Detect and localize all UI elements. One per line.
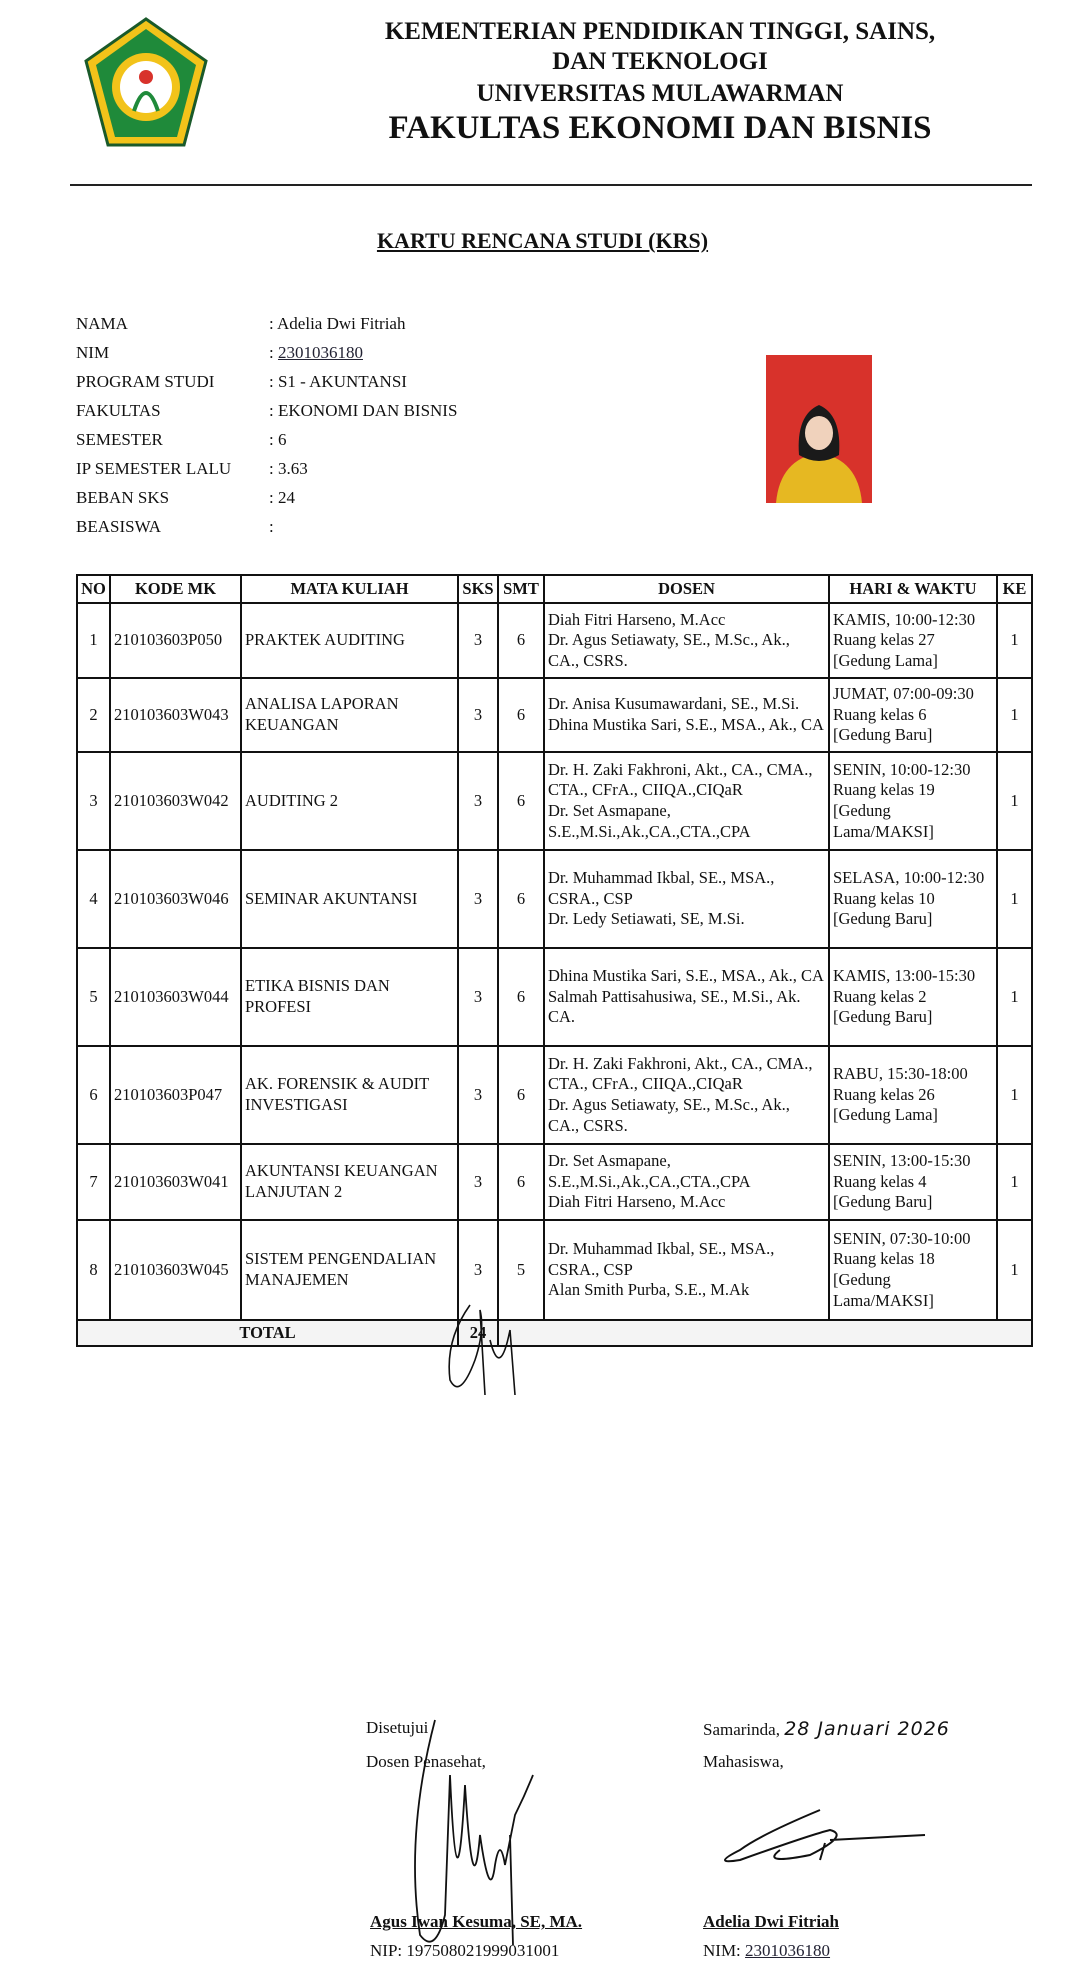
student-photo — [766, 355, 872, 503]
cell-kode: 210103603W043 — [110, 678, 241, 752]
total-empty — [498, 1320, 1032, 1346]
info-value: : — [269, 517, 274, 536]
cell-mata-kuliah: AUDITING 2 — [241, 752, 458, 850]
info-value: : S1 - AKUNTANSI — [269, 372, 407, 391]
total-sks: 24 — [458, 1320, 498, 1346]
info-label: IP SEMESTER LALU — [76, 459, 232, 478]
advisor-nip: NIP: 197508021999031001 — [370, 1941, 560, 1960]
cell-dosen: Dr. Muhammad Ikbal, SE., MSA., CSRA., CSP Alan Smith Purba, S.E., M.Ak — [544, 1220, 829, 1320]
cell-kode: 210103603W045 — [110, 1220, 241, 1320]
col-kode: KODE MK — [110, 575, 241, 603]
cell-kode: 210103603W046 — [110, 850, 241, 948]
cell-mata-kuliah: AK. FORENSIK & AUDIT INVESTIGASI — [241, 1046, 458, 1144]
nim-label: NIM: — [703, 1941, 741, 1960]
cell-smt: 6 — [498, 850, 544, 948]
cell-smt: 6 — [498, 1046, 544, 1144]
cell-sks: 3 — [458, 1220, 498, 1320]
cell-ke: 1 — [997, 1220, 1032, 1320]
col-no: NO — [77, 575, 110, 603]
info-label: NAMA — [76, 314, 128, 333]
cell-sks: 3 — [458, 678, 498, 752]
cell-hari-waktu: JUMAT, 07:00-09:30 Ruang kelas 6 [Gedung Baru] — [829, 678, 997, 752]
cell-dosen: Diah Fitri Harseno, M.Acc Dr. Agus Setiawaty, SE., M.Sc., Ak., CA., CSRS. — [544, 603, 829, 678]
nim-link[interactable]: 2301036180 — [277, 343, 363, 362]
cell-kode: 210103603W044 — [110, 948, 241, 1046]
info-value: : 24 — [269, 488, 295, 507]
col-mata-kuliah: MATA KULIAH — [241, 575, 458, 603]
advisor-label: Dosen Penasehat, — [366, 1752, 486, 1771]
paraf-signature — [440, 1300, 530, 1400]
info-value: : 2301036180 — [269, 343, 363, 362]
info-value: : 6 — [269, 430, 287, 449]
table-header — [77, 575, 1032, 603]
cell-smt: 5 — [498, 1220, 544, 1320]
cell-sks: 3 — [458, 850, 498, 948]
table-row — [77, 850, 1032, 948]
col-sks: SKS — [458, 575, 498, 603]
handwritten-date: 28 Januari 2026 — [784, 1718, 950, 1740]
student-signature — [700, 1805, 950, 1875]
total-label: TOTAL — [77, 1320, 458, 1346]
document-title — [0, 228, 1085, 254]
cell-no: 5 — [77, 948, 110, 1046]
place-date — [703, 1718, 950, 1740]
cell-sks: 3 — [458, 603, 498, 678]
cell-ke: 1 — [997, 678, 1032, 752]
cell-ke: 1 — [997, 1144, 1032, 1220]
cell-sks: 3 — [458, 948, 498, 1046]
advisor-signature — [405, 1715, 575, 1955]
cell-smt: 6 — [498, 678, 544, 752]
cell-mata-kuliah: ETIKA BISNIS DAN PROFESI — [241, 948, 458, 1046]
cell-no: 2 — [77, 678, 110, 752]
info-label: SEMESTER — [76, 430, 163, 449]
cell-sks: 3 — [458, 752, 498, 850]
cell-smt: 6 — [498, 1144, 544, 1220]
student-name: Adelia Dwi Fitriah — [703, 1912, 839, 1931]
cell-kode: 210103603W042 — [110, 752, 241, 850]
info-value: : EKONOMI DAN BISNIS — [269, 401, 458, 420]
header-line-1: KEMENTERIAN PENDIDIKAN TINGGI, SAINS, — [384, 18, 936, 45]
cell-hari-waktu: KAMIS, 10:00-12:30 Ruang kelas 27 [Gedung Lama] — [829, 603, 997, 678]
cell-hari-waktu: KAMIS, 13:00-15:30 Ruang kelas 2 [Gedung Baru] — [829, 948, 997, 1046]
cell-mata-kuliah: ANALISA LAPORAN KEUANGAN — [241, 678, 458, 752]
table-row — [77, 1144, 1032, 1220]
col-ke: KE — [997, 575, 1032, 603]
cell-mata-kuliah: PRAKTEK AUDITING — [241, 603, 458, 678]
cell-kode: 210103603P047 — [110, 1046, 241, 1144]
header-line-3: UNIVERSITAS MULAWARMAN — [476, 80, 844, 107]
approval-label: Disetujui — [366, 1718, 429, 1737]
cell-hari-waktu: SENIN, 07:30-10:00 Ruang kelas 18 [Gedung Lama/MAKSI] — [829, 1220, 997, 1320]
total-row — [77, 1320, 1032, 1346]
table-row — [77, 1046, 1032, 1144]
table-row — [77, 603, 1032, 678]
cell-ke: 1 — [997, 752, 1032, 850]
info-value: : 3.63 — [269, 459, 308, 478]
info-label: FAKULTAS — [76, 401, 161, 420]
cell-no: 4 — [77, 850, 110, 948]
cell-dosen: Dr. Anisa Kusumawardani, SE., M.Si. Dhina Mustika Sari, S.E., MSA., Ak., CA — [544, 678, 829, 752]
info-label: BEASISWA — [76, 517, 162, 536]
cell-mata-kuliah: SEMINAR AKUNTANSI — [241, 850, 458, 948]
cell-hari-waktu: SENIN, 10:00-12:30 Ruang kelas 19 [Gedung Lama/MAKSI] — [829, 752, 997, 850]
info-value: : Adelia Dwi Fitriah — [269, 314, 406, 333]
cell-no: 7 — [77, 1144, 110, 1220]
info-label: BEBAN SKS — [76, 488, 170, 507]
cell-hari-waktu: SENIN, 13:00-15:30 Ruang kelas 4 [Gedung Baru] — [829, 1144, 997, 1220]
course-table — [76, 574, 1033, 1347]
col-dosen: DOSEN — [544, 575, 829, 603]
col-smt: SMT — [498, 575, 544, 603]
table-row — [77, 948, 1032, 1046]
place-text: Samarinda, — [703, 1720, 780, 1739]
info-label: PROGRAM STUDI — [76, 372, 215, 391]
student-nim-link[interactable]: 2301036180 — [745, 1941, 831, 1960]
advisor-name: Agus Iwan Kesuma, SE, MA. — [370, 1912, 583, 1931]
header-line-2: DAN TEKNOLOGI — [552, 48, 768, 75]
cell-no: 8 — [77, 1220, 110, 1320]
cell-kode: 210103603P050 — [110, 603, 241, 678]
cell-ke: 1 — [997, 1046, 1032, 1144]
header-line-4: FAKULTAS EKONOMI DAN BISNIS — [388, 110, 932, 146]
cell-hari-waktu: SELASA, 10:00-12:30 Ruang kelas 10 [Gedung Baru] — [829, 850, 997, 948]
cell-ke: 1 — [997, 603, 1032, 678]
header-divider — [70, 184, 1032, 186]
col-hari-waktu: HARI & WAKTU — [829, 575, 997, 603]
cell-ke: 1 — [997, 948, 1032, 1046]
cell-dosen: Dr. H. Zaki Fakhroni, Akt., CA., CMA., CTA., CFrA., CIIQA.,CIQaR Dr. Set Asmapane, S.E.,M.Si.,Ak.,CA.,CTA.,CPA — [544, 752, 829, 850]
table-row — [77, 1220, 1032, 1320]
document-title-text: KARTU RENCANA STUDI (KRS) — [376, 228, 709, 253]
cell-smt: 6 — [498, 752, 544, 850]
cell-ke: 1 — [997, 850, 1032, 948]
table-row — [77, 678, 1032, 752]
cell-dosen: Dhina Mustika Sari, S.E., MSA., Ak., CA Salmah Pattisahusiwa, SE., M.Si., Ak. CA. — [544, 948, 829, 1046]
cell-dosen: Dr. Muhammad Ikbal, SE., MSA., CSRA., CSP Dr. Ledy Setiawati, SE, M.Si. — [544, 850, 829, 948]
cell-no: 6 — [77, 1046, 110, 1144]
cell-sks: 3 — [458, 1046, 498, 1144]
student-nim — [703, 1941, 830, 1961]
cell-mata-kuliah: AKUNTANSI KEUANGAN LANJUTAN 2 — [241, 1144, 458, 1220]
student-label: Mahasiswa, — [703, 1752, 784, 1771]
cell-smt: 6 — [498, 948, 544, 1046]
cell-hari-waktu: RABU, 15:30-18:00 Ruang kelas 26 [Gedung Lama] — [829, 1046, 997, 1144]
cell-mata-kuliah: SISTEM PENGENDALIAN MANAJEMEN — [241, 1220, 458, 1320]
cell-smt: 6 — [498, 603, 544, 678]
cell-no: 3 — [77, 752, 110, 850]
cell-no: 1 — [77, 603, 110, 678]
university-logo — [82, 15, 210, 153]
cell-kode: 210103603W041 — [110, 1144, 241, 1220]
cell-dosen: Dr. Set Asmapane, S.E.,M.Si.,Ak.,CA.,CTA.,CPA Diah Fitri Harseno, M.Acc — [544, 1144, 829, 1220]
cell-dosen: Dr. H. Zaki Fakhroni, Akt., CA., CMA., CTA., CFrA., CIIQA.,CIQaR Dr. Agus Setiawaty, SE., M.Sc., Ak., CA., CSRS. — [544, 1046, 829, 1144]
cell-sks: 3 — [458, 1144, 498, 1220]
info-label: NIM — [76, 343, 110, 362]
table-row — [77, 752, 1032, 850]
